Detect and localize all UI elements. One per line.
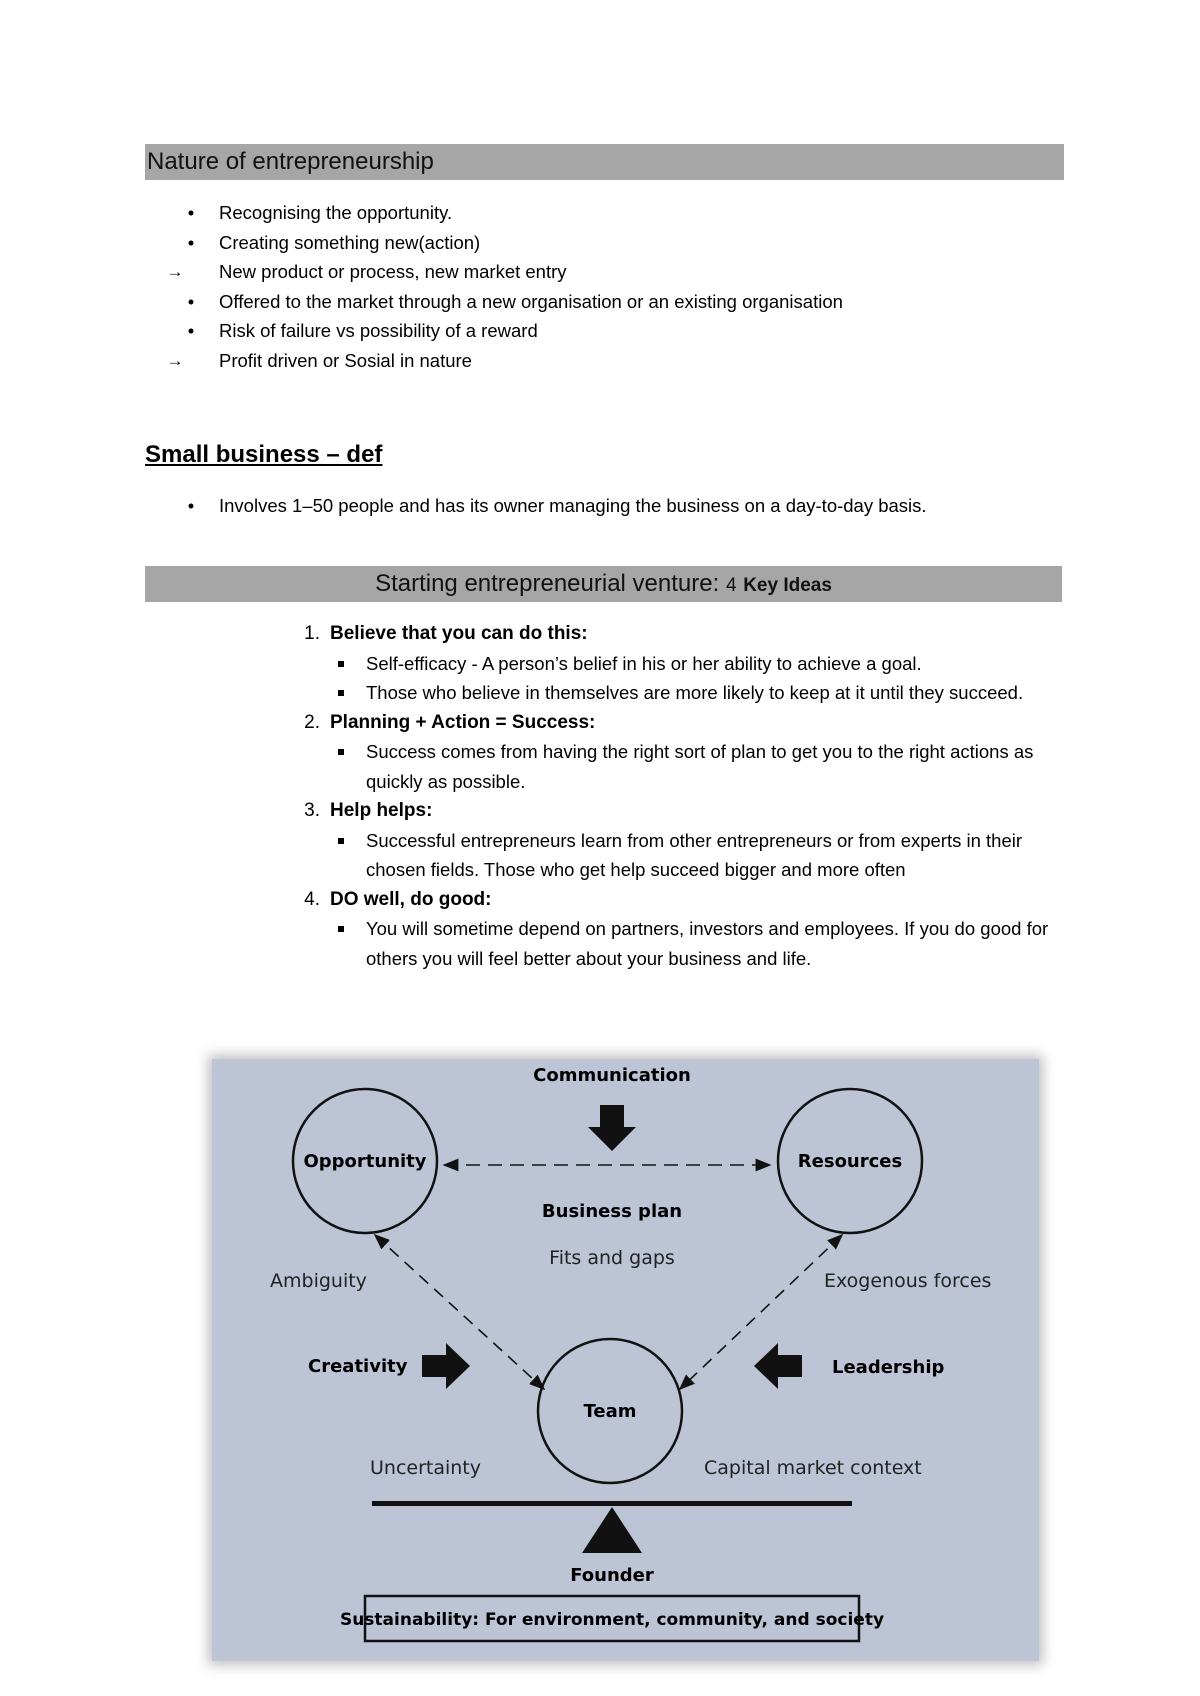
idea-point: Those who believe in themselves are more likely to keep at it until they succeed. — [290, 678, 1060, 708]
resources-label: Resources — [797, 1151, 903, 1172]
square-bullet-icon — [338, 661, 344, 667]
fits-gaps-label: Fits and gaps — [549, 1247, 675, 1269]
idea-point: Self-efficacy - A person’s belief in his or her ability to achieve a goal. — [290, 649, 1060, 679]
square-bullet-icon — [338, 926, 344, 932]
small-business-heading: Small business – def — [145, 441, 383, 468]
opportunity-label: Opportunity — [303, 1151, 427, 1172]
bullet-icon: • — [187, 320, 195, 341]
list-item: → Profit driven or Sosial in nature — [145, 346, 1062, 376]
idea-title: 4. DO well, do good: — [304, 888, 492, 910]
list-item: • Creating something new(action) — [145, 228, 1062, 258]
ambiguity-label: Ambiguity — [270, 1270, 367, 1292]
key-ideas-label: Key Ideas — [743, 575, 832, 596]
list-item: • Risk of failure vs possibility of a reward — [145, 316, 1062, 346]
idea-title: 2. Planning + Action = Success: — [304, 711, 596, 733]
balance-beam — [372, 1501, 852, 1506]
bullet-icon: • — [187, 202, 195, 223]
list-item: • Offered to the market through a new organisation or an existing organisation — [145, 287, 1062, 317]
bullet-icon: • — [187, 231, 195, 253]
entrepreneurial-process-diagram — [212, 1059, 1039, 1661]
square-bullet-icon — [338, 749, 344, 755]
idea-point: You will sometime depend on partners, investors and employees. If you do good for others you will feel better about your business and life. — [290, 914, 1060, 973]
section-title: Starting entrepreneurial venture: — [375, 570, 726, 597]
square-bullet-icon — [338, 690, 344, 696]
nature-list — [145, 198, 1062, 375]
list-item: → New product or process, new market entry — [145, 257, 1062, 287]
exogenous-label: Exogenous forces — [824, 1270, 992, 1292]
idea-title: 1. Believe that you can do this: — [304, 623, 588, 644]
communication-label: Communication — [533, 1065, 691, 1086]
arrow-right-icon: → — [166, 350, 184, 370]
idea-point: Success comes from having the right sort of plan to get you to the right actions as quickly as possible. — [290, 737, 1060, 796]
down-arrow-icon — [588, 1105, 636, 1151]
right-arrow-icon — [422, 1343, 470, 1389]
sustainability-label: Sustainability: For environment, community, and society — [339, 1610, 885, 1630]
key-ideas-count: 4 — [725, 575, 737, 596]
section-title: Nature of entrepreneurship — [147, 148, 434, 175]
list-item: • Recognising the opportunity. — [145, 198, 1062, 228]
business-plan-label: Business plan — [541, 1201, 683, 1222]
left-arrow-icon — [754, 1343, 802, 1389]
idea-point: Successful entrepreneurs learn from other entrepreneurs or from experts in their chosen fields. Those who get help succeed bigger and more often — [290, 826, 1060, 885]
arrow-right-icon: → — [166, 262, 184, 281]
list-item: • Involves 1–50 people and has its owner managing the business on a day-to-day basis. — [145, 491, 1062, 521]
leadership-label: Leadership — [832, 1357, 945, 1378]
uncertainty-label: Uncertainty — [370, 1457, 482, 1479]
square-bullet-icon — [338, 838, 344, 844]
founder-label: Founder — [570, 1565, 654, 1586]
capital-label: Capital market context — [704, 1457, 922, 1479]
fulcrum-triangle-icon — [582, 1507, 642, 1553]
section-heading-nature — [145, 144, 1064, 180]
idea-title: 3. Help helps: — [304, 800, 433, 821]
diagram-svg — [212, 1059, 1039, 1661]
bullet-icon: • — [187, 495, 195, 516]
section-heading-starting — [145, 566, 1062, 602]
bullet-icon: • — [187, 290, 195, 312]
team-label: Team — [583, 1401, 637, 1422]
creativity-label: Creativity — [308, 1356, 408, 1377]
small-business-list — [145, 491, 1062, 521]
key-ideas-list — [290, 619, 1060, 973]
